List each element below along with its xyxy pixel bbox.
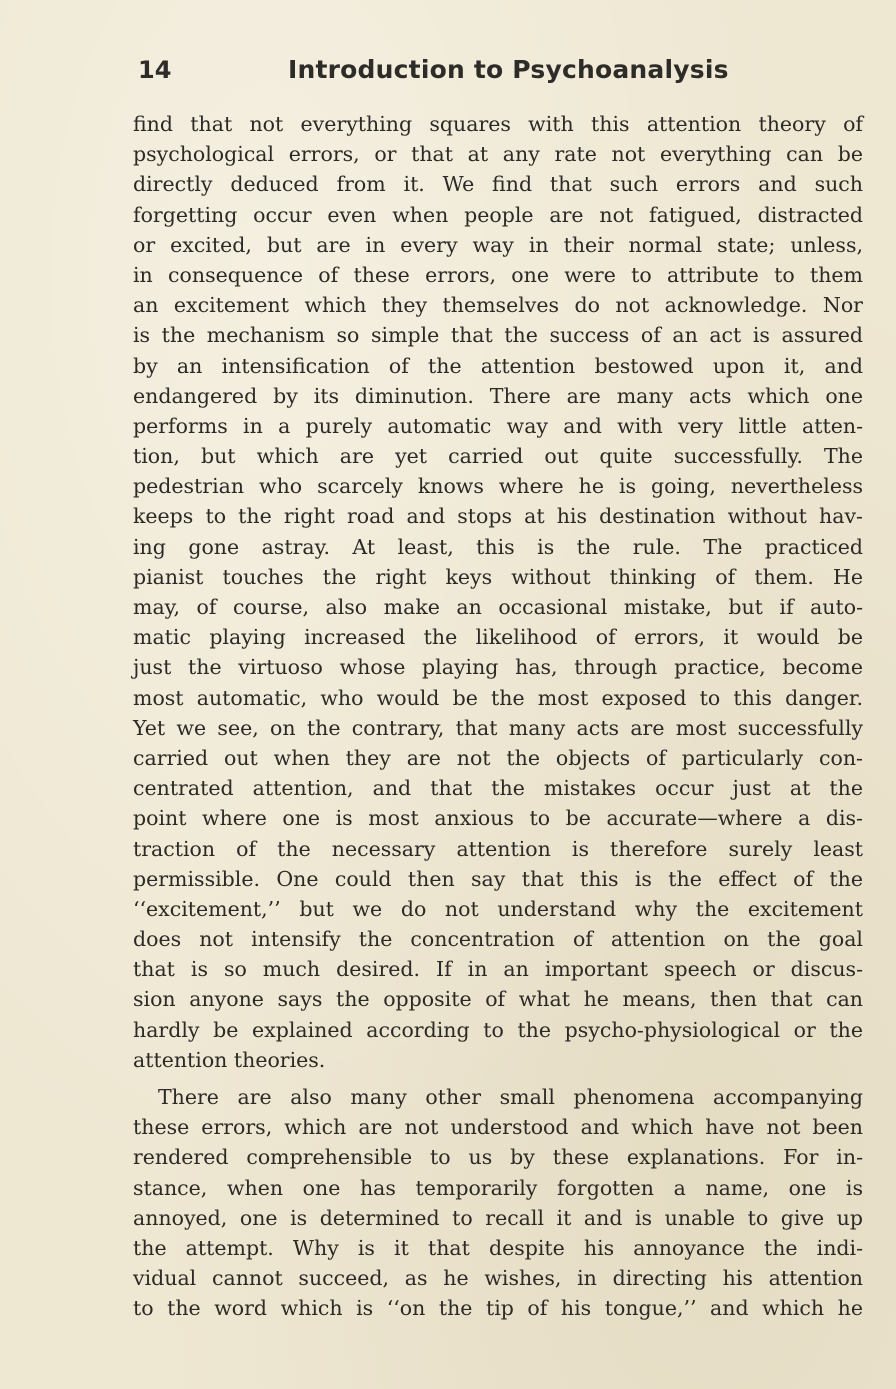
text-line: is the mechanism so simple that the success of an act is assured <box>133 323 863 348</box>
text-line: keeps to the right road and stops at his destination without hav- <box>133 504 863 529</box>
text-line: find that not everything squares with this attention theory of <box>133 112 863 136</box>
text-line: that is so much desired. If in an important speech or discus- <box>133 957 863 982</box>
text-line: to the word which is ‘‘on the tip of his tongue,’’ and which he <box>133 1296 863 1321</box>
text-line: pianist touches the right keys without thinking of them. He <box>133 564 863 589</box>
text-line: ing gone astray. At least, this is the rule. The practiced <box>133 534 863 559</box>
text-line: point where one is most anxious to be accurate—where a dis- <box>133 806 863 831</box>
running-title: Introduction to Psychoanalysis <box>288 55 729 84</box>
text-line: performs in a purely automatic way and with very little atten- <box>133 413 863 438</box>
paragraph <box>133 1082 863 1324</box>
text-line: pedestrian who scarcely knows where he is going, nevertheless <box>133 474 863 499</box>
text-line: hardly be explained according to the psycho-physiological or the <box>133 1017 863 1042</box>
text-line: centrated attention, and that the mistakes occur just at the <box>133 776 863 801</box>
body-text <box>133 109 863 1324</box>
text-line: stance, when one has temporarily forgotten a name, one is <box>133 1175 863 1200</box>
text-line: an excitement which they themselves do not acknowledge. Nor <box>133 293 863 318</box>
text-line: by an intensification of the attention bestowed upon it, and <box>133 353 863 378</box>
text-line: annoyed, one is determined to recall it and is unable to give up <box>133 1205 863 1230</box>
text-line: matic playing increased the likelihood of errors, it would be <box>133 625 863 650</box>
text-line: tion, but which are yet carried out quite successfully. The <box>133 444 863 469</box>
text-line: sion anyone says the opposite of what he means, then that can <box>133 987 863 1012</box>
text-line: vidual cannot succeed, as he wishes, in directing his attention <box>133 1266 863 1291</box>
paragraph <box>133 109 863 1075</box>
text-line: rendered comprehensible to us by these explanations. For in- <box>133 1145 863 1170</box>
text-line: these errors, which are not understood and which have not been <box>133 1115 863 1140</box>
text-line: attention theories. <box>133 1047 326 1072</box>
text-line: endangered by its diminution. There are many acts which one <box>133 383 863 408</box>
text-line: the attempt. Why is it that despite his annoyance the indi- <box>133 1235 863 1260</box>
text-line: directly deduced from it. We find that such errors and such <box>133 172 863 197</box>
text-line: permissible. One could then say that this is the effect of the <box>133 866 863 891</box>
text-line: most automatic, who would be the most exposed to this danger. <box>133 685 863 710</box>
text-line: traction of the necessary attention is therefore surely least <box>133 836 863 861</box>
text-line: or excited, but are in every way in their normal state; unless, <box>133 232 863 257</box>
text-line: psychological errors, or that at any rate not everything can be <box>133 142 863 167</box>
text-line: There are also many other small phenomena accompanying <box>158 1085 863 1109</box>
text-line: carried out when they are not the objects of particularly con- <box>133 745 863 770</box>
text-line: in consequence of these errors, one were to attribute to them <box>133 262 863 287</box>
text-line: ‘‘excitement,’’ but we do not understand why the excitement <box>133 896 863 921</box>
page-number: 14 <box>138 56 172 84</box>
text-line: forgetting occur even when people are not fatigued, distracted <box>133 202 863 227</box>
running-head <box>138 50 858 90</box>
text-line: Yet we see, on the contrary, that many acts are most successfully <box>133 715 863 740</box>
text-line: does not intensify the concentration of attention on the goal <box>133 927 863 952</box>
text-line: just the virtuoso whose playing has, through practice, become <box>133 655 863 680</box>
text-line: may, of course, also make an occasional mistake, but if auto- <box>133 595 863 619</box>
